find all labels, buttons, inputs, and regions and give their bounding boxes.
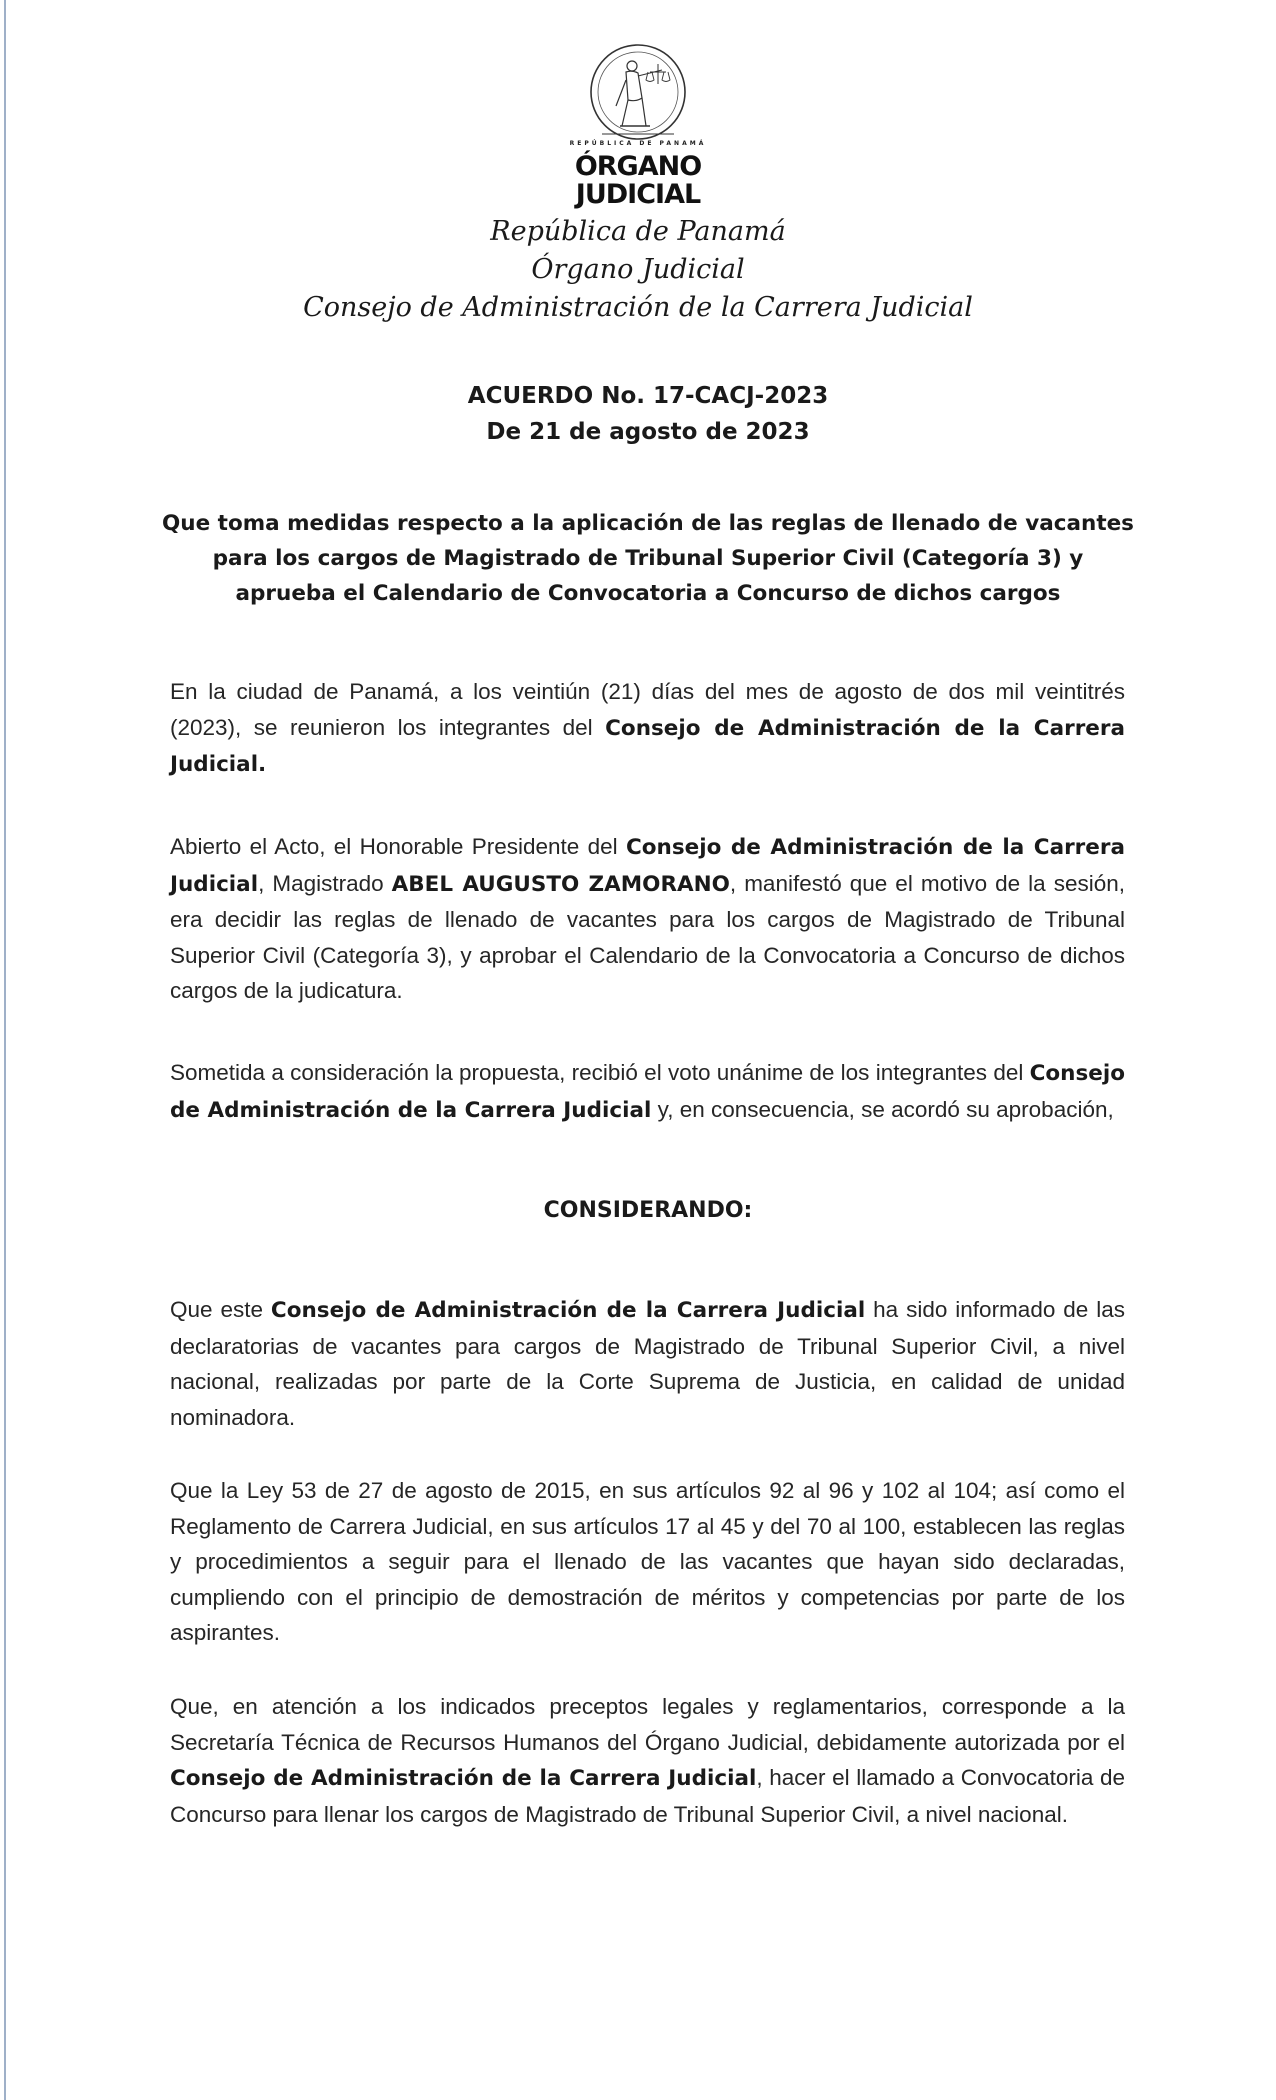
paragraph-text: Que, en atención a los indicados preceptos legales y reglamentarios, corresponde a la Secretaría Técnica de Recursos Humanos del Órgano Judicial, debidamente autorizada por el: [170, 1694, 1125, 1755]
header-organ: Órgano Judicial: [531, 254, 745, 285]
paragraph-meeting: [170, 674, 1125, 783]
logo-word-organo: ÓRGANO: [574, 151, 702, 182]
paragraph-text: y, en consecuencia, se acordó su aprobación,: [651, 1096, 1114, 1122]
paragraph-bold: Consejo de Administración de la Carrera Judicial: [270, 1298, 866, 1323]
subject-line-1: Que toma medidas respecto a la aplicación de las reglas de llenado de vacantes: [162, 511, 1134, 536]
subject-line-3: aprueba el Calendario de Convocatoria a Concurso de dichos cargos: [235, 581, 1061, 606]
subject-line-2: para los cargos de Magistrado de Tribunal Superior Civil (Categoría 3) y: [212, 546, 1084, 571]
header-republic: República de Panamá: [490, 216, 786, 247]
paragraph-text: Sometida a consideración la propuesta, recibió el voto unánime de los integrantes del: [170, 1060, 1030, 1085]
considering-heading: CONSIDERANDO:: [543, 1198, 753, 1223]
paragraph-bold: Consejo de Administración de la Carrera Judicial: [170, 1061, 1125, 1123]
paragraph-text: Que este: [170, 1297, 271, 1322]
paragraph-bold: Consejo de Administración de la Carrera Judicial: [170, 835, 1125, 897]
paragraph-considering-2: [170, 1473, 1125, 1651]
paragraph-bold: Consejo de Administración de la Carrera Judicial: [170, 1766, 757, 1791]
seal-caption: REPÚBLICA DE PANAMÁ: [569, 140, 707, 147]
paragraph-text: Abierto el Acto, el Honorable Presidente del: [170, 834, 626, 859]
header-council: Consejo de Administración de la Carrera Judicial: [303, 292, 973, 323]
paragraph-text: Que la Ley 53 de 27 de agosto de 2015, en sus artículos 92 al 96 y 102 al 104; así como el Reglamento de Carrera Judicial, en sus artículos 17 al 45 y del 70 al 100, establecen las reglas y procedimientos a seguir para el llenado de las vacantes que hayan sido declaradas, cumpliendo con el principio de demostración de méritos y competencias por parte de los aspirantes.: [170, 1478, 1125, 1645]
paragraph-text: ha sido informado de las declaratorias de vacantes para cargos de Magistrado de Tribunal Superior Civil, a nivel nacional, realizadas por parte de la Corte Suprema de Justicia, en calidad de unidad nominadora.: [170, 1297, 1125, 1430]
paragraph-considering-1: [170, 1292, 1125, 1435]
agreement-date: De 21 de agosto de 2023: [486, 419, 810, 445]
paragraph-text: En la ciudad de Panamá, a los veintiún (21) días del mes de agosto de dos mil veintitrés (2023), se reunieron los integrantes del: [170, 679, 1125, 740]
agreement-subject: [150, 506, 1146, 611]
paragraph-considering-3: [170, 1689, 1125, 1832]
agreement-heading: [0, 378, 1276, 450]
paragraph-vote: [170, 1055, 1125, 1128]
logo-word-judicial: JUDICIAL: [575, 179, 701, 210]
letterhead: [0, 40, 1276, 327]
paragraph-text: , hacer el llamado a Convocatoria de Concurso para llenar los cargos de Magistrado de Tribunal Superior Civil, a nivel nacional.: [170, 1765, 1125, 1827]
justice-seal-icon: [586, 40, 690, 144]
president-name: ABEL AUGUSTO ZAMORANO: [391, 871, 730, 897]
paragraph-text: , Magistrado: [258, 870, 392, 896]
paragraph-text: , manifestó que el motivo de la sesión, era decidir las reglas de llenado de vacantes para los cargos de Magistrado de Tribunal Superior Civil (Categoría 3), y aprobar el Calendario de la Convocatoria a Concurso de dichos cargos de la judicatura.: [170, 870, 1125, 1003]
agreement-number: ACUERDO No. 17-CACJ-2023: [467, 383, 829, 409]
paragraph-opening: [170, 829, 1125, 1009]
paragraph-bold: Consejo de Administración de la Carrera Judicial.: [170, 715, 1125, 777]
